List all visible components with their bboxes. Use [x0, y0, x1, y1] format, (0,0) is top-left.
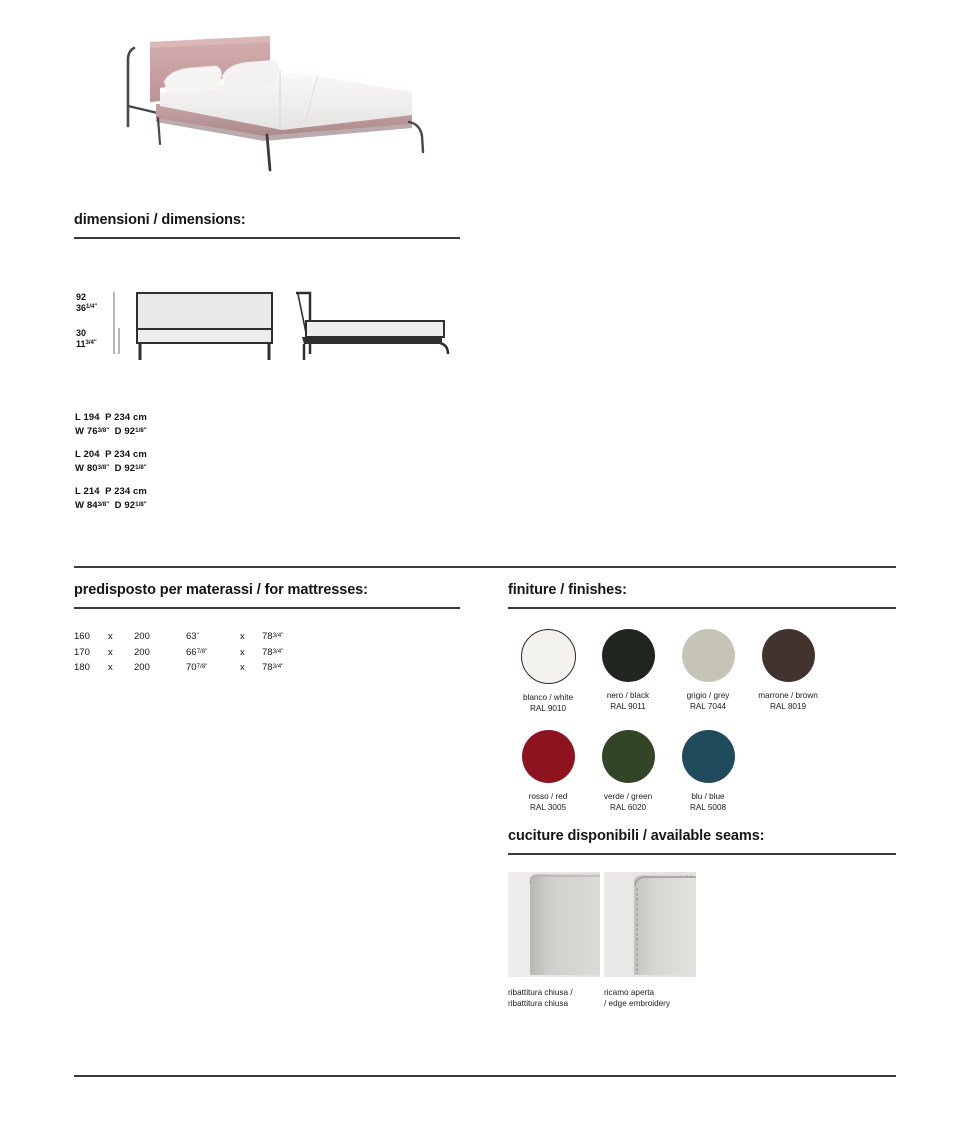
size-0-l-prefix: L — [75, 412, 81, 423]
size-1-depth-in: 92 — [124, 462, 136, 474]
finish-name-brown: marrone / brown — [758, 691, 818, 700]
section-divider-bottom — [74, 1075, 896, 1077]
mattress-2-sep: x — [108, 662, 113, 674]
size-1-p-prefix: P — [105, 449, 112, 461]
seam-option-embroidery[interactable] — [604, 872, 696, 1009]
size-0-depth-in: 92 — [124, 425, 136, 437]
mattress-0-width-cm: 160 — [74, 631, 90, 643]
size-2-width-frac: 3/8" — [97, 500, 110, 508]
seam-option-closed[interactable] — [508, 872, 600, 1009]
color-dot-black — [602, 629, 655, 682]
size-0-p-prefix: P — [105, 412, 112, 423]
seam-caption-embroidery: ricamo aperta / edge embroidery — [604, 988, 670, 1008]
side-view-drawing — [296, 293, 448, 360]
finishes-title: finiture / finishes: — [508, 582, 627, 598]
size-0-d-prefix: D — [114, 425, 122, 437]
mattresses-title: predisposto per materassi / for mattresses: — [74, 582, 368, 598]
finishes-divider — [508, 607, 896, 609]
mattress-1-width-cm: 170 — [74, 646, 90, 658]
finish-name-white: blanco / white — [522, 693, 574, 702]
size-1-d-prefix: D — [114, 462, 122, 474]
seam-samples — [508, 872, 896, 1009]
mattress-2-sep2: x — [240, 662, 245, 674]
mattress-2-length-in: $78^{3/4"}$ — [262, 662, 284, 674]
dimensions-title: dimensioni / dimensions: — [74, 212, 246, 228]
size-1-width-frac: 3/8" — [97, 463, 110, 471]
seams-divider — [508, 853, 896, 855]
color-dot-blue — [682, 730, 735, 783]
finish-code-red: RAL 3005 — [529, 802, 567, 812]
dimensions-diagram — [74, 288, 464, 368]
finish-swatch-black[interactable] — [588, 629, 668, 714]
mattress-2-width-in: $70^{7/8"}$ — [186, 662, 208, 674]
size-entry — [75, 412, 335, 438]
finish-name-red: rosso / red — [528, 792, 568, 801]
finishes-section — [508, 582, 896, 813]
color-dot-green — [602, 730, 655, 783]
mattress-1-width-in: $66^{7/8"}$ — [186, 646, 208, 658]
size-1-depth-frac: 1/8" — [135, 463, 147, 471]
size-2-l-prefix: L — [75, 486, 81, 498]
finish-swatch-red[interactable] — [508, 730, 588, 813]
size-1-length-cm: 204 — [83, 449, 100, 461]
finish-swatch-brown[interactable] — [748, 629, 828, 714]
finish-swatch-blue[interactable] — [668, 730, 748, 813]
finish-code-black: RAL 9011 — [610, 701, 646, 711]
table-row — [74, 645, 283, 661]
size-2-depth-in: 92 — [124, 499, 136, 511]
size-1-l-prefix: L — [75, 449, 81, 461]
table-row — [74, 660, 283, 676]
size-0-depth-frac: 1/8" — [135, 426, 147, 434]
size-0-depth-cm: 234 cm — [114, 412, 147, 423]
seam-caption-closed: ribattitura chiusa / ribattitura chiusa — [508, 988, 573, 1008]
mattresses-divider — [74, 607, 460, 609]
edge-embroidery-image — [604, 872, 696, 977]
mattress-1-length-cm: 200 — [134, 646, 150, 658]
finish-code-green: RAL 6020 — [609, 802, 647, 812]
size-2-width-in: 84 — [86, 499, 98, 511]
size-1-w-prefix: W — [75, 462, 85, 474]
color-dot-white — [521, 629, 576, 684]
finish-code-brown: RAL 8019 — [769, 701, 807, 711]
size-2-p-prefix: P — [105, 486, 112, 498]
mattress-0-sep2: x — [240, 631, 245, 643]
mattress-1-sep2: x — [240, 646, 245, 658]
height-total-in-label: $36^{1/4"}$ — [76, 303, 98, 313]
color-dot-red — [522, 730, 575, 783]
finish-swatch-grey[interactable] — [668, 629, 748, 714]
finish-swatch-green[interactable] — [588, 730, 668, 813]
mattress-0-sep: x — [108, 631, 113, 643]
color-dot-brown — [762, 629, 815, 682]
height-total-cm-label: 92 — [76, 292, 87, 302]
size-2-length-cm: 214 — [83, 486, 100, 498]
mattress-0-width-in: 63" — [186, 631, 199, 643]
size-entry — [75, 449, 335, 475]
mattresses-table — [74, 629, 283, 676]
seams-section — [508, 828, 896, 1009]
mattress-0-length-in: $78^{3/4"}$ — [262, 631, 284, 643]
mattress-1-sep: x — [108, 646, 113, 658]
color-dot-grey — [682, 629, 735, 682]
size-list — [75, 412, 335, 512]
mattress-2-length-cm: 200 — [134, 662, 150, 674]
dimensions-section — [74, 212, 460, 239]
size-0-width-frac: 3/8" — [97, 426, 110, 434]
height-base-cm-label: 30 — [76, 328, 87, 338]
size-0-length-cm: 194 — [83, 412, 100, 423]
size-1-width-in: 80 — [86, 462, 98, 474]
finish-code-grey: RAL 7044 — [689, 701, 727, 711]
table-row — [74, 629, 283, 645]
product-photo — [112, 18, 442, 183]
size-entry — [75, 486, 335, 512]
size-0-w-prefix: W — [75, 425, 85, 437]
finish-name-black: nero / black — [606, 691, 650, 700]
mattress-2-width-cm: 180 — [74, 662, 90, 674]
finish-name-green: verde / green — [603, 792, 653, 801]
front-view-drawing — [137, 293, 272, 360]
mattresses-section — [74, 582, 460, 676]
size-0-width-in: 76 — [86, 425, 98, 437]
finish-swatch-row-1 — [508, 629, 896, 714]
size-2-depth-frac: 1/8" — [135, 500, 147, 508]
size-2-d-prefix: D — [114, 499, 122, 511]
section-divider-middle — [74, 566, 896, 568]
finish-code-blue: RAL 5008 — [689, 802, 727, 812]
finish-code-white: RAL 9010 — [529, 703, 567, 713]
finish-swatch-white[interactable] — [508, 629, 588, 714]
finish-swatch-row-2 — [508, 730, 896, 813]
size-2-depth-cm: 234 cm — [114, 486, 147, 498]
seams-title: cuciture disponibili / available seams: — [508, 828, 765, 844]
finish-name-blue: blu / blue — [691, 792, 725, 801]
finish-name-grey: grigio / grey — [686, 691, 730, 700]
size-2-w-prefix: W — [75, 499, 85, 511]
mattress-1-length-in: $78^{3/4"}$ — [262, 646, 284, 658]
mattress-0-length-cm: 200 — [134, 631, 150, 643]
dimensions-divider — [74, 237, 460, 239]
closed-seam-image — [508, 872, 600, 977]
size-1-depth-cm: 234 cm — [114, 449, 147, 461]
height-base-in-label: $11^{3/4"}$ — [76, 339, 97, 349]
